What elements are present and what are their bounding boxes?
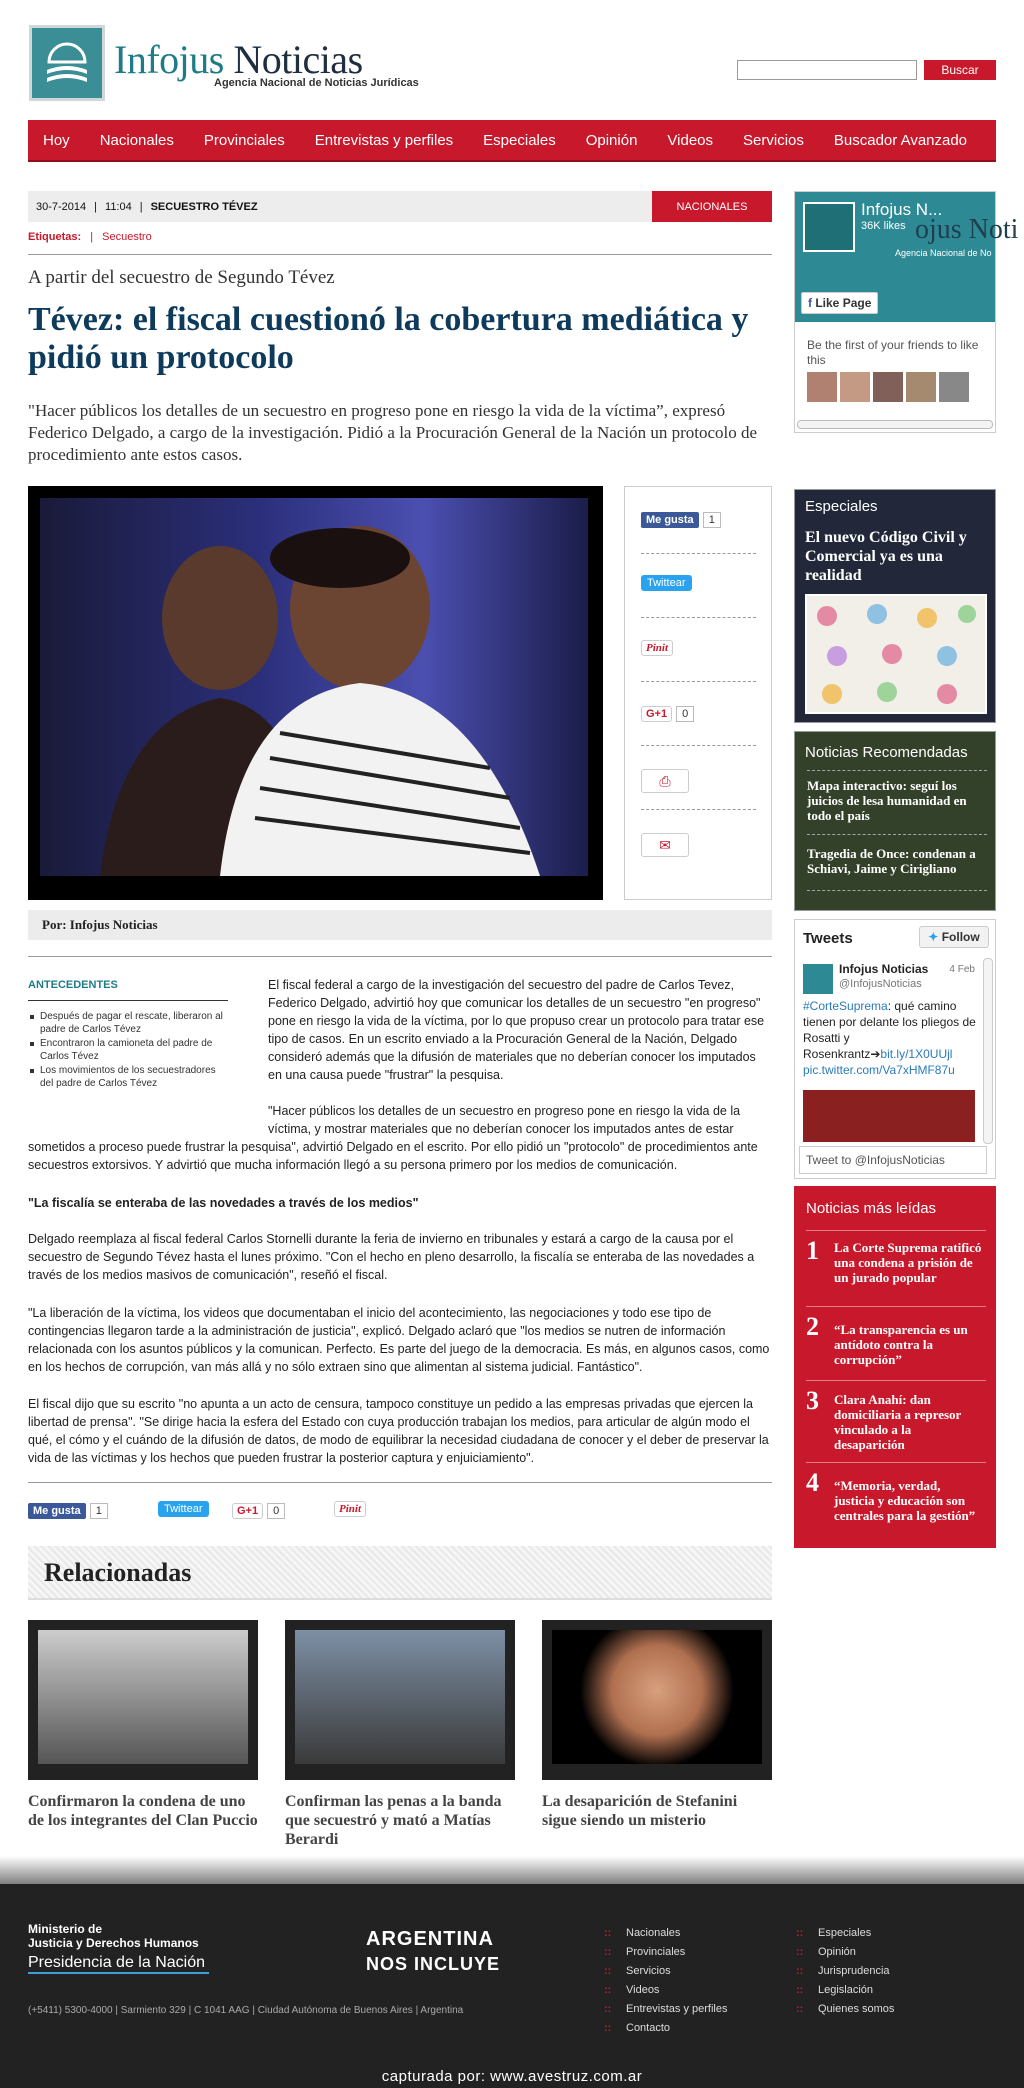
nav-item-entrevistas[interactable]: Entrevistas y perfiles [314,131,454,149]
argentina-logo-text: ARGENTINA [366,1928,494,1950]
related-card[interactable] [285,1620,515,1849]
article-time: 11:04 [105,200,132,213]
footer-link[interactable]: :: Nacionales [604,1927,727,1939]
article-summary: "Hacer públicos los detalles de un secuestro en progreso pone en riesgo la vida de la víctima”, expresó Federico Delgado, a cargo de la investigación. Pidió a la Procuración General de la Nación un protocolo de procedimiento ante estos casos. [28,401,758,464]
footer-link[interactable]: :: Opinión [796,1946,894,1958]
article-meta-bar: 30-7-2014 | 11:04 | SECUESTRO TÉVEZ NACIONALES [28,191,772,222]
tweets-title: Tweets [803,930,853,947]
facebook-cover[interactable] [795,192,1019,322]
background-item[interactable]: Encontraron la camioneta del padre de Carlos Tévez [28,1037,228,1063]
section-badge[interactable]: NACIONALES [652,191,772,222]
pinterest-button[interactable]: Pinit [334,1503,366,1515]
nav-item-nacionales[interactable]: Nacionales [99,131,174,149]
facebook-icon: f [808,296,812,310]
logo-emblem-icon [32,28,102,98]
tags-label: Etiquetas: [28,231,82,243]
divider [807,890,987,891]
article-paragraph: Delgado reemplaza al fiscal federal Carlos Stornelli durante la feria de invierno en tribunales y estará a cargo de la causa por el secuestro de Segundo Tévez hasta el lunes próximo. "Con el hecho en pleno desarrollo, la fiscalía se enteraba de las novedades a través de los medios masivos de comunicación", reseñó el fiscal. [28,1232,755,1282]
share-bar-bottom [28,1503,772,1525]
article-paragraph: El fiscal dijo que su escrito "no apunta a un acto de censura, tampoco constituye un pedido a las empresas privadas que ejercen la libertad de prensa". "Se dirige hacia la esfera del Estado con cuya producción trabajan los medios, para articular de algún modo el qué, el cómo y el cuándo de la difusión de datos, de modo de equilibrar la necesidad ciudadana de conocer y el deber de preservar la vida de las víctimas y los hechos que pueden frustrar la posterior captura y enjuiciamiento". [28,1397,769,1465]
tweet-handle[interactable]: @InfojusNoticias [839,978,922,990]
article-date: 30-7-2014 [36,200,87,213]
logo-text: Infojus Noticias [114,37,363,82]
google-plus-button[interactable]: G+1 0 [232,1503,285,1519]
related-card[interactable] [542,1620,772,1830]
fb-friends-text: Be the first of your friends to like this [807,338,979,367]
related-card[interactable] [28,1620,258,1830]
recomendadas-widget [794,731,996,911]
site-logo[interactable] [28,24,419,100]
capture-watermark: capturada por: www.avestruz.com.ar [381,2068,643,2085]
search-button[interactable]: Buscar [924,60,996,80]
article-byline: Por: Infojus Noticias [28,910,772,940]
nav-item-opinion[interactable]: Opinión [585,131,638,149]
rank-number: 1 [806,1236,819,1265]
mas-leida-link[interactable]: La Corte Suprema ratificó una condena a prisión de un jurado popular [834,1240,982,1285]
fb-cover-text: ojus Noti [915,214,1019,245]
background-list [28,1010,228,1091]
recomendada-link[interactable]: Tragedia de Once: condenan a Schiavi, Jaime y Cirigliano [807,846,976,876]
fb-faces [807,372,969,402]
article-paragraph: sometidos a proceso puede frustrar la pesquisa", advirtió Delgado en el escrito. Por ello pidió un "protocolo" de procedimientos ante secuestros extorsivos. Y advirtió que mucha información llegó a su persona primero por los medios de comunicación. [28,1140,758,1172]
like-page-button[interactable]: f Like Page [801,292,878,314]
article-subhead: "La fiscalía se enteraba de las novedades a través de los medios" [28,1196,419,1210]
nav-item-especiales[interactable]: Especiales [483,131,556,149]
article-kicker: A partir del secuestro de Segundo Tévez [28,267,335,288]
share-divider [641,617,756,618]
fb-page-name[interactable]: Infojus N... [861,200,943,219]
divider [806,1306,986,1307]
rank-number: 3 [806,1386,819,1415]
especiales-image[interactable] [805,594,987,714]
related-header [28,1546,772,1600]
divider [807,770,987,771]
article-paragraph: "La liberación de la víctima, los videos que documentaban el inicio del acontecimiento, las negociaciones y todo ese tipo de contingencias llegaron tarde a la administración de justicia", explicó. Delgado aclaró que "los medios se nutren de información relacionada con los asuntos públicos y la comunican. Perfecto. Es parte del juego de la democracia. Es más, en algunos casos, como en los hechos de corrupción, van más allá y no sólo extraen sino que alimentan al sistema judicial. Fantástico". [28,1306,770,1374]
related-image [28,1620,258,1780]
fb-cover-subtext: Agencia Nacional de No [895,248,992,258]
footer-link[interactable]: :: Quienes somos [796,2003,894,2015]
footer-links-col1 [604,1927,727,2041]
share-divider [641,809,756,810]
google-plus-button[interactable]: G+1 0 [641,706,694,722]
background-item[interactable]: Los movimientos de los secuestradores del padre de Carlos Tévez [28,1064,228,1090]
share-divider [641,553,756,554]
twitter-icon: ✦ [928,930,939,944]
footer-link[interactable]: :: Servicios [604,1965,727,1977]
footer-link[interactable]: :: Especiales [796,1927,894,1939]
nav-item-buscador[interactable]: Buscador Avanzado [833,131,968,149]
avatar[interactable] [939,372,969,402]
avatar[interactable] [807,372,837,402]
print-icon[interactable]: ⎙ [641,769,689,793]
background-item[interactable]: Después de pagar el rescate, liberaron al padre de Carlos Tévez [28,1010,228,1036]
follow-button[interactable]: ✦ Follow [919,926,989,948]
footer-link[interactable]: :: Jurisprudencia [796,1965,894,1977]
footer-address: (+5411) 5300-4000 | Sarmiento 329 | C 1041 AAG | Ciudad Autónoma de Buenos Aires | Argentina [28,2005,464,2016]
main-nav [28,120,996,162]
facebook-like-button[interactable]: Me gusta 1 [641,512,721,528]
nav-item-provinciales[interactable]: Provinciales [203,131,285,149]
especiales-title: Especiales [805,498,878,515]
mas-leida-link[interactable]: “Memoria, verdad, justicia y educación son centrales para la gestión” [834,1478,976,1523]
search-input[interactable] [737,60,917,80]
article-paragraph: "Hacer públicos los detalles de un secuestro en progreso pone en riesgo la vida de la víctima, y mostrar materiales que no deberían conocer los imputados antes de estar [268,1104,741,1136]
avatar[interactable] [803,964,833,994]
recomendadas-title: Noticias Recomendadas [805,744,968,761]
divider [806,1380,986,1381]
divider [28,254,772,255]
avatar[interactable] [906,372,936,402]
mas-leidas-widget [794,1186,996,1548]
article-headline: Tévez: el fiscal cuestionó la cobertura mediática y pidió un protocolo [28,301,749,376]
article-keyword: SECUESTRO TÉVEZ [150,200,258,213]
tweet-hashtag[interactable]: #CorteSuprema [803,999,888,1013]
logo-subtitle: Agencia Nacional de Noticias Jurídicas [214,77,419,89]
divider [807,834,987,835]
vertical-scrollbar[interactable] [983,958,993,1144]
divider [806,1230,986,1231]
avatar[interactable] [840,372,870,402]
footer-link[interactable]: :: Entrevistas y perfiles [604,2003,727,2015]
presidencia-label[interactable]: Presidencia de la Nación [28,1954,209,1974]
tweet-image[interactable] [803,1090,975,1142]
share-divider [641,745,756,746]
related-card-title[interactable]: Confirman las penas a la banda que secuestró y mató a Matías Berardi [285,1793,502,1848]
main-photo[interactable] [28,486,603,900]
fb-likes: 36K likes [861,220,906,232]
footer-link[interactable]: :: Videos [604,1984,727,1996]
facebook-like-button[interactable]: Me gusta 1 [28,1503,108,1519]
footer-link[interactable]: :: Contacto [604,2022,727,2034]
tweet-link[interactable]: bit.ly/1X0UUjl pic.twitter.com/Va7xHMF87u [803,1047,955,1077]
footer [0,1884,1024,2088]
twitter-share-button[interactable]: Twittear [158,1503,209,1515]
divider [806,1462,986,1463]
related-image [542,1620,772,1780]
recomendada-link[interactable]: Mapa interactivo: seguí los juicios de lesa humanidad en todo el país [807,778,967,823]
avatar[interactable] [873,372,903,402]
divider [28,1000,228,1001]
incluye-logo-text: NOS INCLUYE [366,1954,501,1974]
article-paragraph: El fiscal federal a cargo de la investigación del secuestro del padre de Carlos Tevez, Federico Delgado, advirtió hoy que comunicar los detalles de un secuestro "en progreso" pone en riesgo la vida de la víctima, por lo que propuso crear un protocolo para tratar ese tipo de casos. En un escrito enviado a la Procuración General de la Nación, Delgado consideró además que la difusión de materiales que no deberían conocer los imputados en una causa puede "frustrar" la pesquisa. [268,978,765,1082]
main-photo-image [40,498,588,876]
footer-shadow [0,1856,1024,1886]
tweet-input[interactable]: Tweet to @InfojusNoticias [799,1146,987,1174]
facebook-page-widget [794,191,1019,433]
rank-number: 4 [806,1468,819,1497]
tags-row: Etiquetas: | Secuestro [28,231,152,243]
mas-leida-link[interactable]: “La transparencia es un antídoto contra la corrupción” [834,1322,968,1367]
tweet-text: #CorteSuprema: qué camino tienen por delante los pliegos de Rosatti y Rosenkrantz➔bit.ly/1X0UUjl pic.twitter.com/Va7xHMF87u [803,999,976,1077]
share-divider [641,681,756,682]
divider [28,1482,772,1483]
footer-link[interactable]: :: Provinciales [604,1946,727,1958]
tag-link[interactable]: Secuestro [102,231,152,243]
page-logo-icon [803,202,855,252]
ministerio-label[interactable]: Ministerio de Justicia y Derechos Humanos [28,1922,199,1950]
footer-links-col2 [796,1927,894,2022]
tweet-author[interactable]: Infojus Noticias [839,962,929,976]
related-image [285,1620,515,1780]
nav-item-servicios[interactable]: Servicios [743,131,804,149]
related-card-title[interactable]: Confirmaron la condena de uno de los integrantes del Clan Puccio [28,1793,258,1829]
twitter-widget [794,919,996,1179]
especiales-link[interactable]: El nuevo Código Civil y Comercial ya es una realidad [805,529,967,584]
nav-item-hoy[interactable]: Hoy [43,131,70,149]
mas-leidas-title: Noticias más leídas [806,1200,937,1217]
background-title: ANTECEDENTES [28,979,118,991]
tweet-date[interactable]: 4 Feb [949,964,975,975]
footer-link[interactable]: :: Legislación [796,1984,894,1996]
related-card-title[interactable]: La desaparición de Stefanini sigue siendo un misterio [542,1793,738,1829]
horizontal-scrollbar[interactable] [797,420,993,429]
divider [28,956,772,957]
rank-number: 2 [806,1312,819,1341]
related-title: Relacionadas [44,1558,192,1587]
nav-item-videos[interactable]: Videos [667,131,714,149]
pinterest-button[interactable]: Pinit [641,642,673,654]
especiales-widget [794,489,996,723]
twitter-share-button[interactable]: Twittear [641,577,692,589]
email-icon[interactable]: ✉ [641,833,689,857]
share-box [624,486,772,900]
mas-leida-link[interactable]: Clara Anahí: dan domiciliaria a represor vinculado a la desaparición [834,1392,962,1452]
